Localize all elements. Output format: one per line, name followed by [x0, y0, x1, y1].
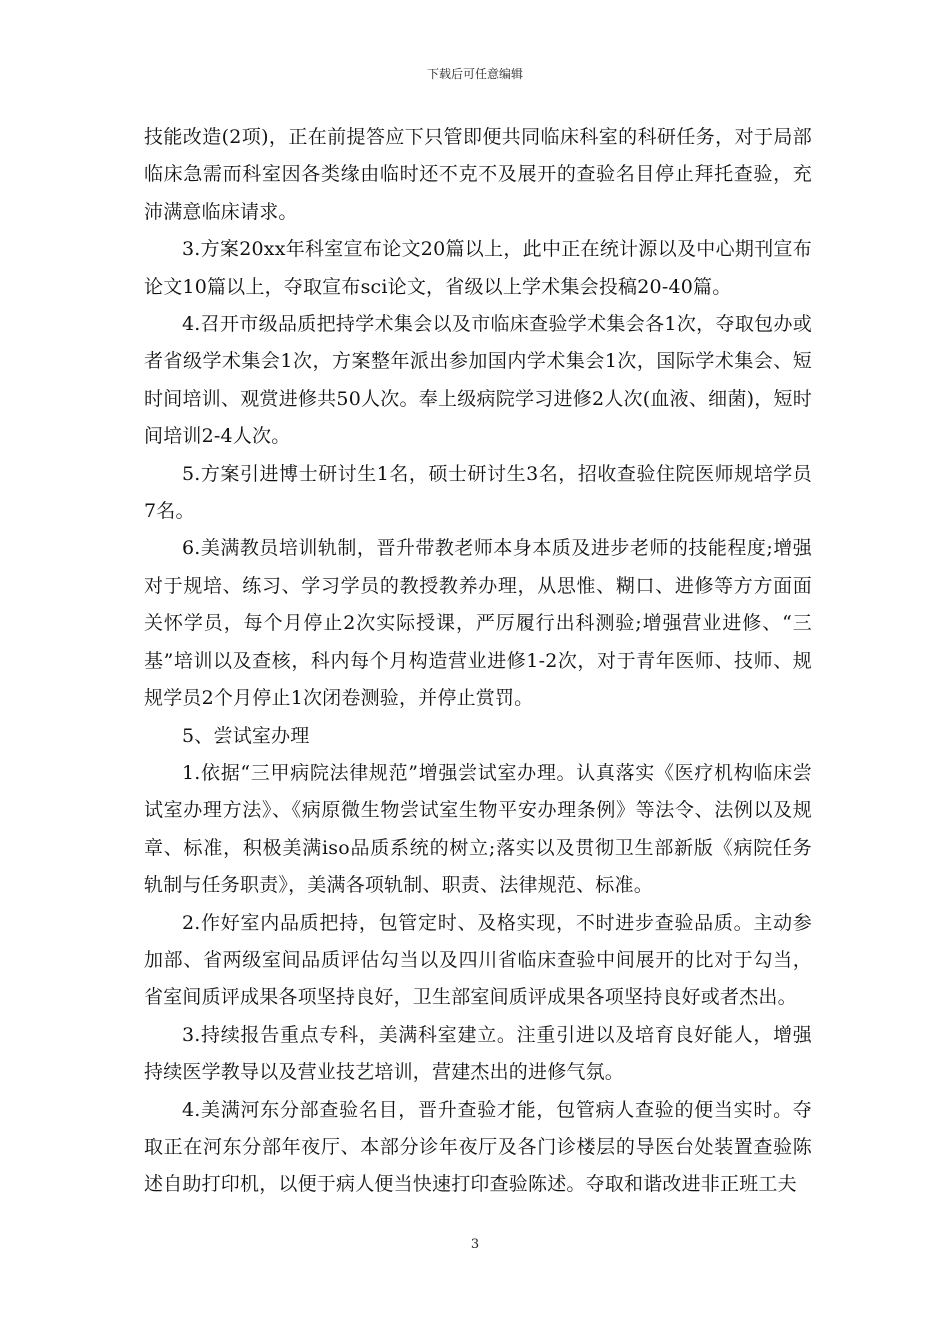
paragraph-lab-item-2: 2.作好室内品质把持，包管定时、及格实现，不时进步查验品质。主动参加部、省两级室间品质评估勾当以及四川省临床查验中间展开的比对于勾当，省室间质评成果各项坚持良好，卫生部室间质评成果各项坚持良好或者杰出。 [144, 911, 812, 1009]
paragraph-lab-item-1: 1.依据“三甲病院法律规范”增强尝试室办理。认真落实《医疗机构临床尝试室办理方法》、《病原微生物尝试室生物平安办理条例》等法令、法例以及规章、标准，积极美满iso品质系统的树立;落实以及贯彻卫生部新版《病院任务轨制与任务职责》，美满各项轨制、职责、法律规范、标准。 [144, 761, 812, 897]
paragraph-lab-item-3: 3.持续报告重点专科，美满科室建立。注重引进以及培育良好能人，增强持续医学教导以及营业技艺培训，营建杰出的进修气氛。 [144, 1023, 812, 1084]
paragraph-continuation: 技能改造(2项)，正在前提答应下只管即便共同临床科室的科研任务，对于局部临床急需而科室因各类缘由临时还不克不及展开的查验名目停止拜托查验，充沛满意临床请求。 [144, 126, 812, 223]
paragraph-item-3-papers: 3.方案20xx年科室宣布论文20篇以上，此中正在统计源以及中心期刊宣布论文10篇以上，夺取宣布sci论文，省级以上学术集会投稿20-40篇。 [144, 238, 812, 298]
paragraph-item-5-recruitment: 5.方案引进博士研讨生1名，硕士研讨生3名，招收查验住院医师规培学员7名。 [144, 462, 812, 523]
paragraph-lab-item-4: 4.美满河东分部查验名目，晋升查验才能，包管病人查验的便当实时。夺取正在河东分部年夜厅、本部分诊年夜厅及各门诊楼层的导医台处装置查验陈述自助打印机，以便于病人便当快速打印查验陈述。夺取和谐改进非正班工夫 [144, 1098, 812, 1196]
page-header: 下载后可任意编辑 [426, 67, 523, 81]
page-number: 3 [470, 1237, 480, 1252]
paragraph-item-4-conferences: 4.召开市级品质把持学术集会以及市临床查验学术集会各1次，夺取包办或者省级学术集会1次，方案整年派出参加国内学术集会1次，国际学术集会、短时间培训、观赏进修共50人次。奉上级病院学习进修2人次(血液、细菌)，短时间培训2-4人次。 [144, 313, 812, 448]
paragraph-item-6-training: 6.美满教员培训轨制，晋升带教老师本身本质及进步老师的技能程度;增强对于规培、练习、学习学员的教授教养办理，从思惟、糊口、进修等方方面面关怀学员，每个月停止2次实际授课，严厉履行出科测验;增强营业进修、“三基”培训以及查核，科内每个月构造营业进修1-2次，对于青年医师、技师、规规学员2个月停止1次闭卷测验，并停止赏罚。 [144, 537, 812, 710]
section-heading-lab-management: 5、尝试室办理 [182, 724, 310, 747]
document-body [144, 119, 812, 1204]
